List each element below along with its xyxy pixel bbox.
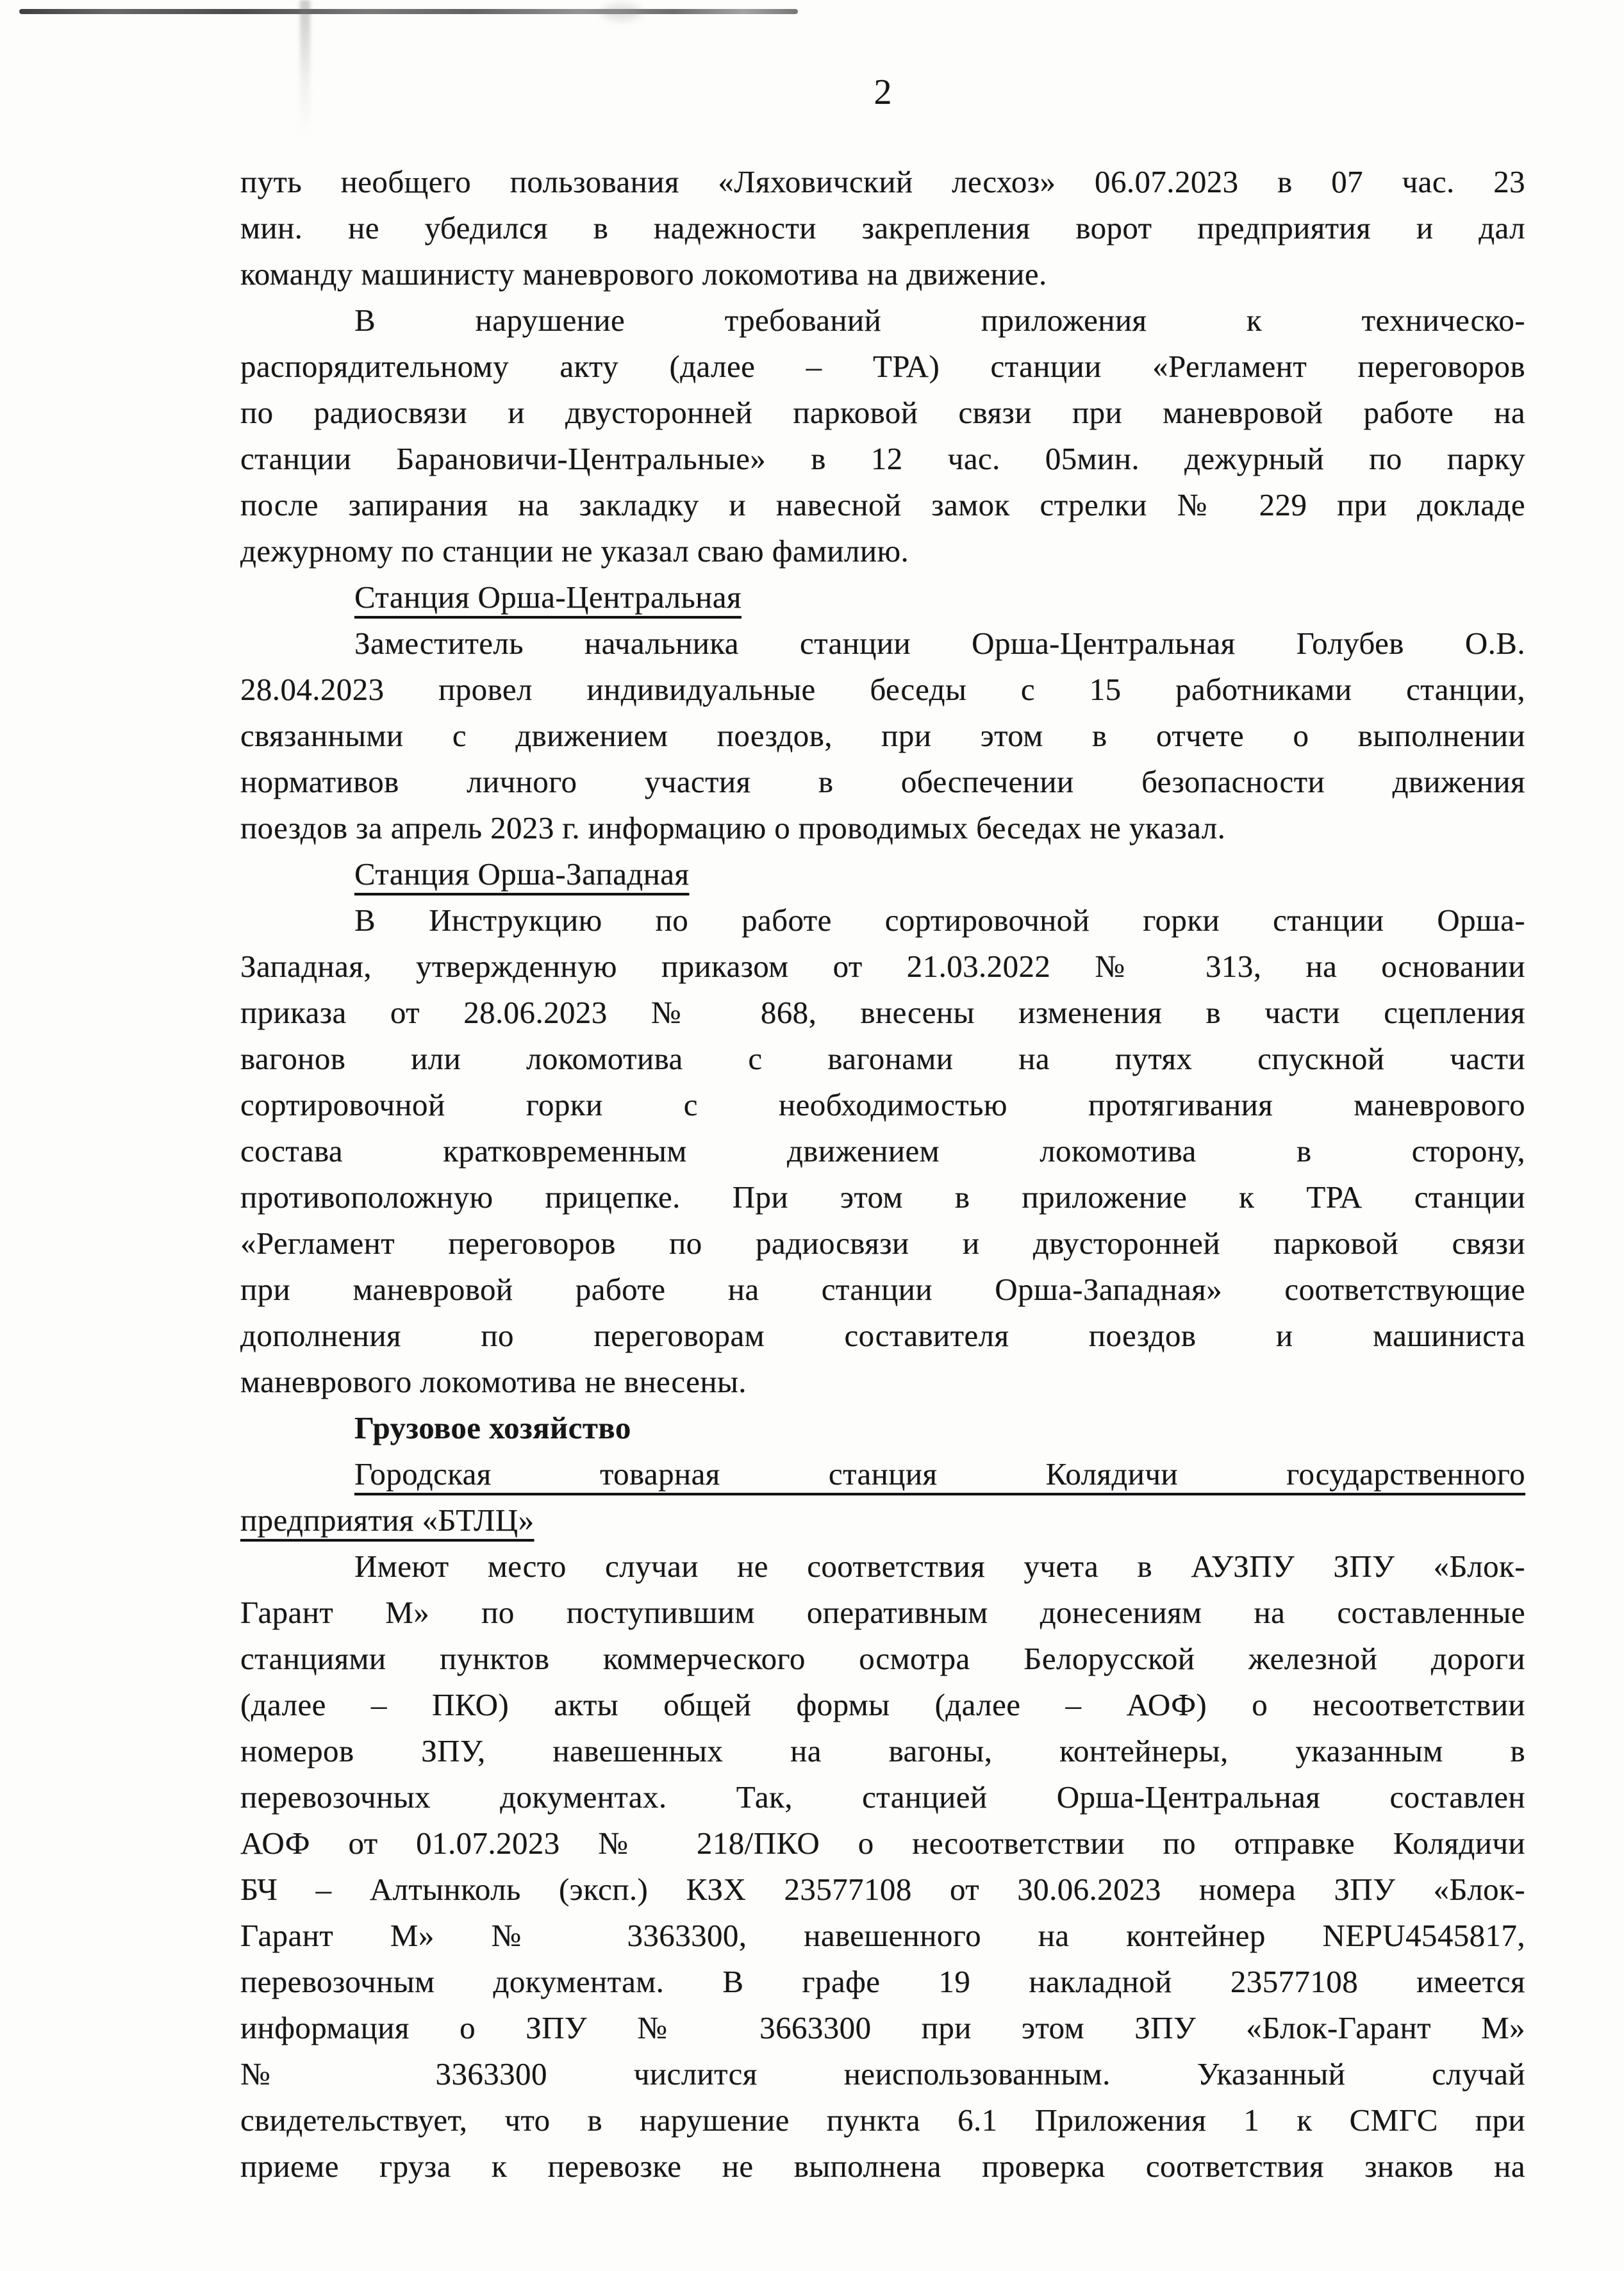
text-line: мин. не убедился в надежности закрепления ворот предприятия и дал bbox=[240, 210, 1525, 245]
heading-station-orsha-centralnaya bbox=[240, 574, 1525, 620]
heading-kolyadichi-btlc bbox=[240, 1451, 1525, 1543]
text-line: вагонов или локомотива с вагонами на путях спускной части bbox=[240, 1041, 1525, 1076]
text-line: Станция Орша-Центральная bbox=[354, 579, 742, 615]
text-line: связанными с движением поездов, при этом в отчете о выполнении bbox=[240, 718, 1525, 753]
heading-station-orsha-zapadnaya bbox=[240, 851, 1525, 897]
text-line: после запирания на закладку и навесной замок стрелки № 229 при докладе bbox=[240, 487, 1525, 522]
page-number: 2 bbox=[874, 72, 892, 112]
text-line: нормативов личного участия в обеспечении безопасности движения bbox=[240, 764, 1525, 799]
text-line: перевозочным документам. В графе 19 накладной 23577108 имеется bbox=[240, 1964, 1525, 1999]
scan-artifact-line bbox=[19, 9, 798, 14]
text-line: Гарант М» № 3363300, навешенного на контейнер NEPU4545817, bbox=[240, 1918, 1525, 1953]
text-line: предприятия «БТЛЦ» bbox=[240, 1502, 534, 1538]
text-line: БЧ – Алтынколь (эксп.) КЗХ 23577108 от 30.06.2023 номера ЗПУ «Блок- bbox=[240, 1872, 1525, 1907]
text-line: Имеют место случаи не соответствия учета в АУЗПУ ЗПУ «Блок- bbox=[354, 1549, 1525, 1584]
text-line: № 3363300 числится неиспользованным. Указанный случай bbox=[240, 2056, 1525, 2092]
text-line: станции Барановичи-Центральные» в 12 час. 05мин. дежурный по парку bbox=[240, 441, 1525, 476]
text-line: «Регламент переговоров по радиосвязи и двусторонней парковой связи bbox=[240, 1226, 1525, 1261]
text-line: Станция Орша-Западная bbox=[354, 856, 690, 892]
document-body bbox=[240, 159, 1525, 2190]
text-line: Западная, утвержденную приказом от 21.03.2022 № 313, на основании bbox=[240, 949, 1525, 984]
text-line: при маневровой работе на станции Орша-Западная» соответствующие bbox=[240, 1272, 1525, 1307]
text-line: дополнения по переговорам составителя поездов и машиниста bbox=[240, 1318, 1525, 1353]
paragraph-orsha-zapadnaya bbox=[240, 897, 1525, 1405]
text-line: команду машинисту маневрового локомотива на движение. bbox=[240, 256, 1047, 292]
text-line: информация о ЗПУ № 3663300 при этом ЗПУ «Блок-Гарант М» bbox=[240, 2010, 1525, 2045]
text-line: Заместитель начальника станции Орша-Центральная Голубев О.В. bbox=[354, 626, 1525, 661]
text-line: приеме груза к перевозке не выполнена проверка соответствия знаков на bbox=[240, 2149, 1525, 2184]
text-line: по радиосвязи и двусторонней парковой связи при маневровой работе на bbox=[240, 395, 1525, 430]
paragraph-tra-violation bbox=[240, 297, 1525, 574]
text-line: перевозочных документах. Так, станцией Орша-Центральная составлен bbox=[240, 1779, 1525, 1815]
scan-artifact-spot bbox=[602, 4, 641, 21]
text-line: приказа от 28.06.2023 № 868, внесены изменения в части сцепления bbox=[240, 995, 1525, 1030]
text-line: Грузовое хозяйство bbox=[354, 1410, 631, 1445]
text-line: Гарант М» по поступившим оперативным донесениям на составленные bbox=[240, 1595, 1525, 1630]
text-line: состава кратковременным движением локомотива в сторону, bbox=[240, 1133, 1525, 1169]
paragraph-zpu-blok-garant bbox=[240, 1543, 1525, 2190]
paragraph-orsha-centralnaya bbox=[240, 620, 1525, 851]
text-line: распорядительному акту (далее – ТРА) станции «Регламент переговоров bbox=[240, 349, 1525, 384]
text-line: поездов за апрель 2023 г. информацию о проводимых беседах не указал. bbox=[240, 810, 1226, 845]
text-line: дежурному по станции не указал сваю фамилию. bbox=[240, 533, 909, 569]
text-line: маневрового локомотива не внесены. bbox=[240, 1364, 747, 1399]
text-line: Городская товарная станция Колядичи государственного bbox=[354, 1456, 1525, 1492]
text-line: номеров ЗПУ, навешенных на вагоны, контейнеры, указанным в bbox=[240, 1733, 1525, 1768]
paragraph-continuation bbox=[240, 159, 1525, 297]
text-line: сортировочной горки с необходимостью протягивания маневрового bbox=[240, 1087, 1525, 1122]
text-line: 28.04.2023 провел индивидуальные беседы с 15 работниками станции, bbox=[240, 672, 1525, 707]
text-line: противоположную прицепке. При этом в приложение к ТРА станции bbox=[240, 1179, 1525, 1215]
text-line: путь необщего пользования «Ляховичский лесхоз» 06.07.2023 в 07 час. 23 bbox=[240, 164, 1525, 199]
text-line: станциями пунктов коммерческого осмотра Белорусской железной дороги bbox=[240, 1641, 1525, 1676]
text-line: В нарушение требований приложения к техническо- bbox=[354, 303, 1525, 338]
text-line: В Инструкцию по работе сортировочной горки станции Орша- bbox=[354, 903, 1525, 938]
text-line: АОФ от 01.07.2023 № 218/ПКО о несоответствии по отправке Колядичи bbox=[240, 1826, 1525, 1861]
text-line: свидетельствует, что в нарушение пункта 6.1 Приложения 1 к СМГС при bbox=[240, 2102, 1525, 2138]
text-line: (далее – ПКО) акты общей формы (далее – АОФ) о несоответствии bbox=[240, 1687, 1525, 1722]
heading-gruzovoe-hozyaystvo bbox=[240, 1405, 1525, 1451]
